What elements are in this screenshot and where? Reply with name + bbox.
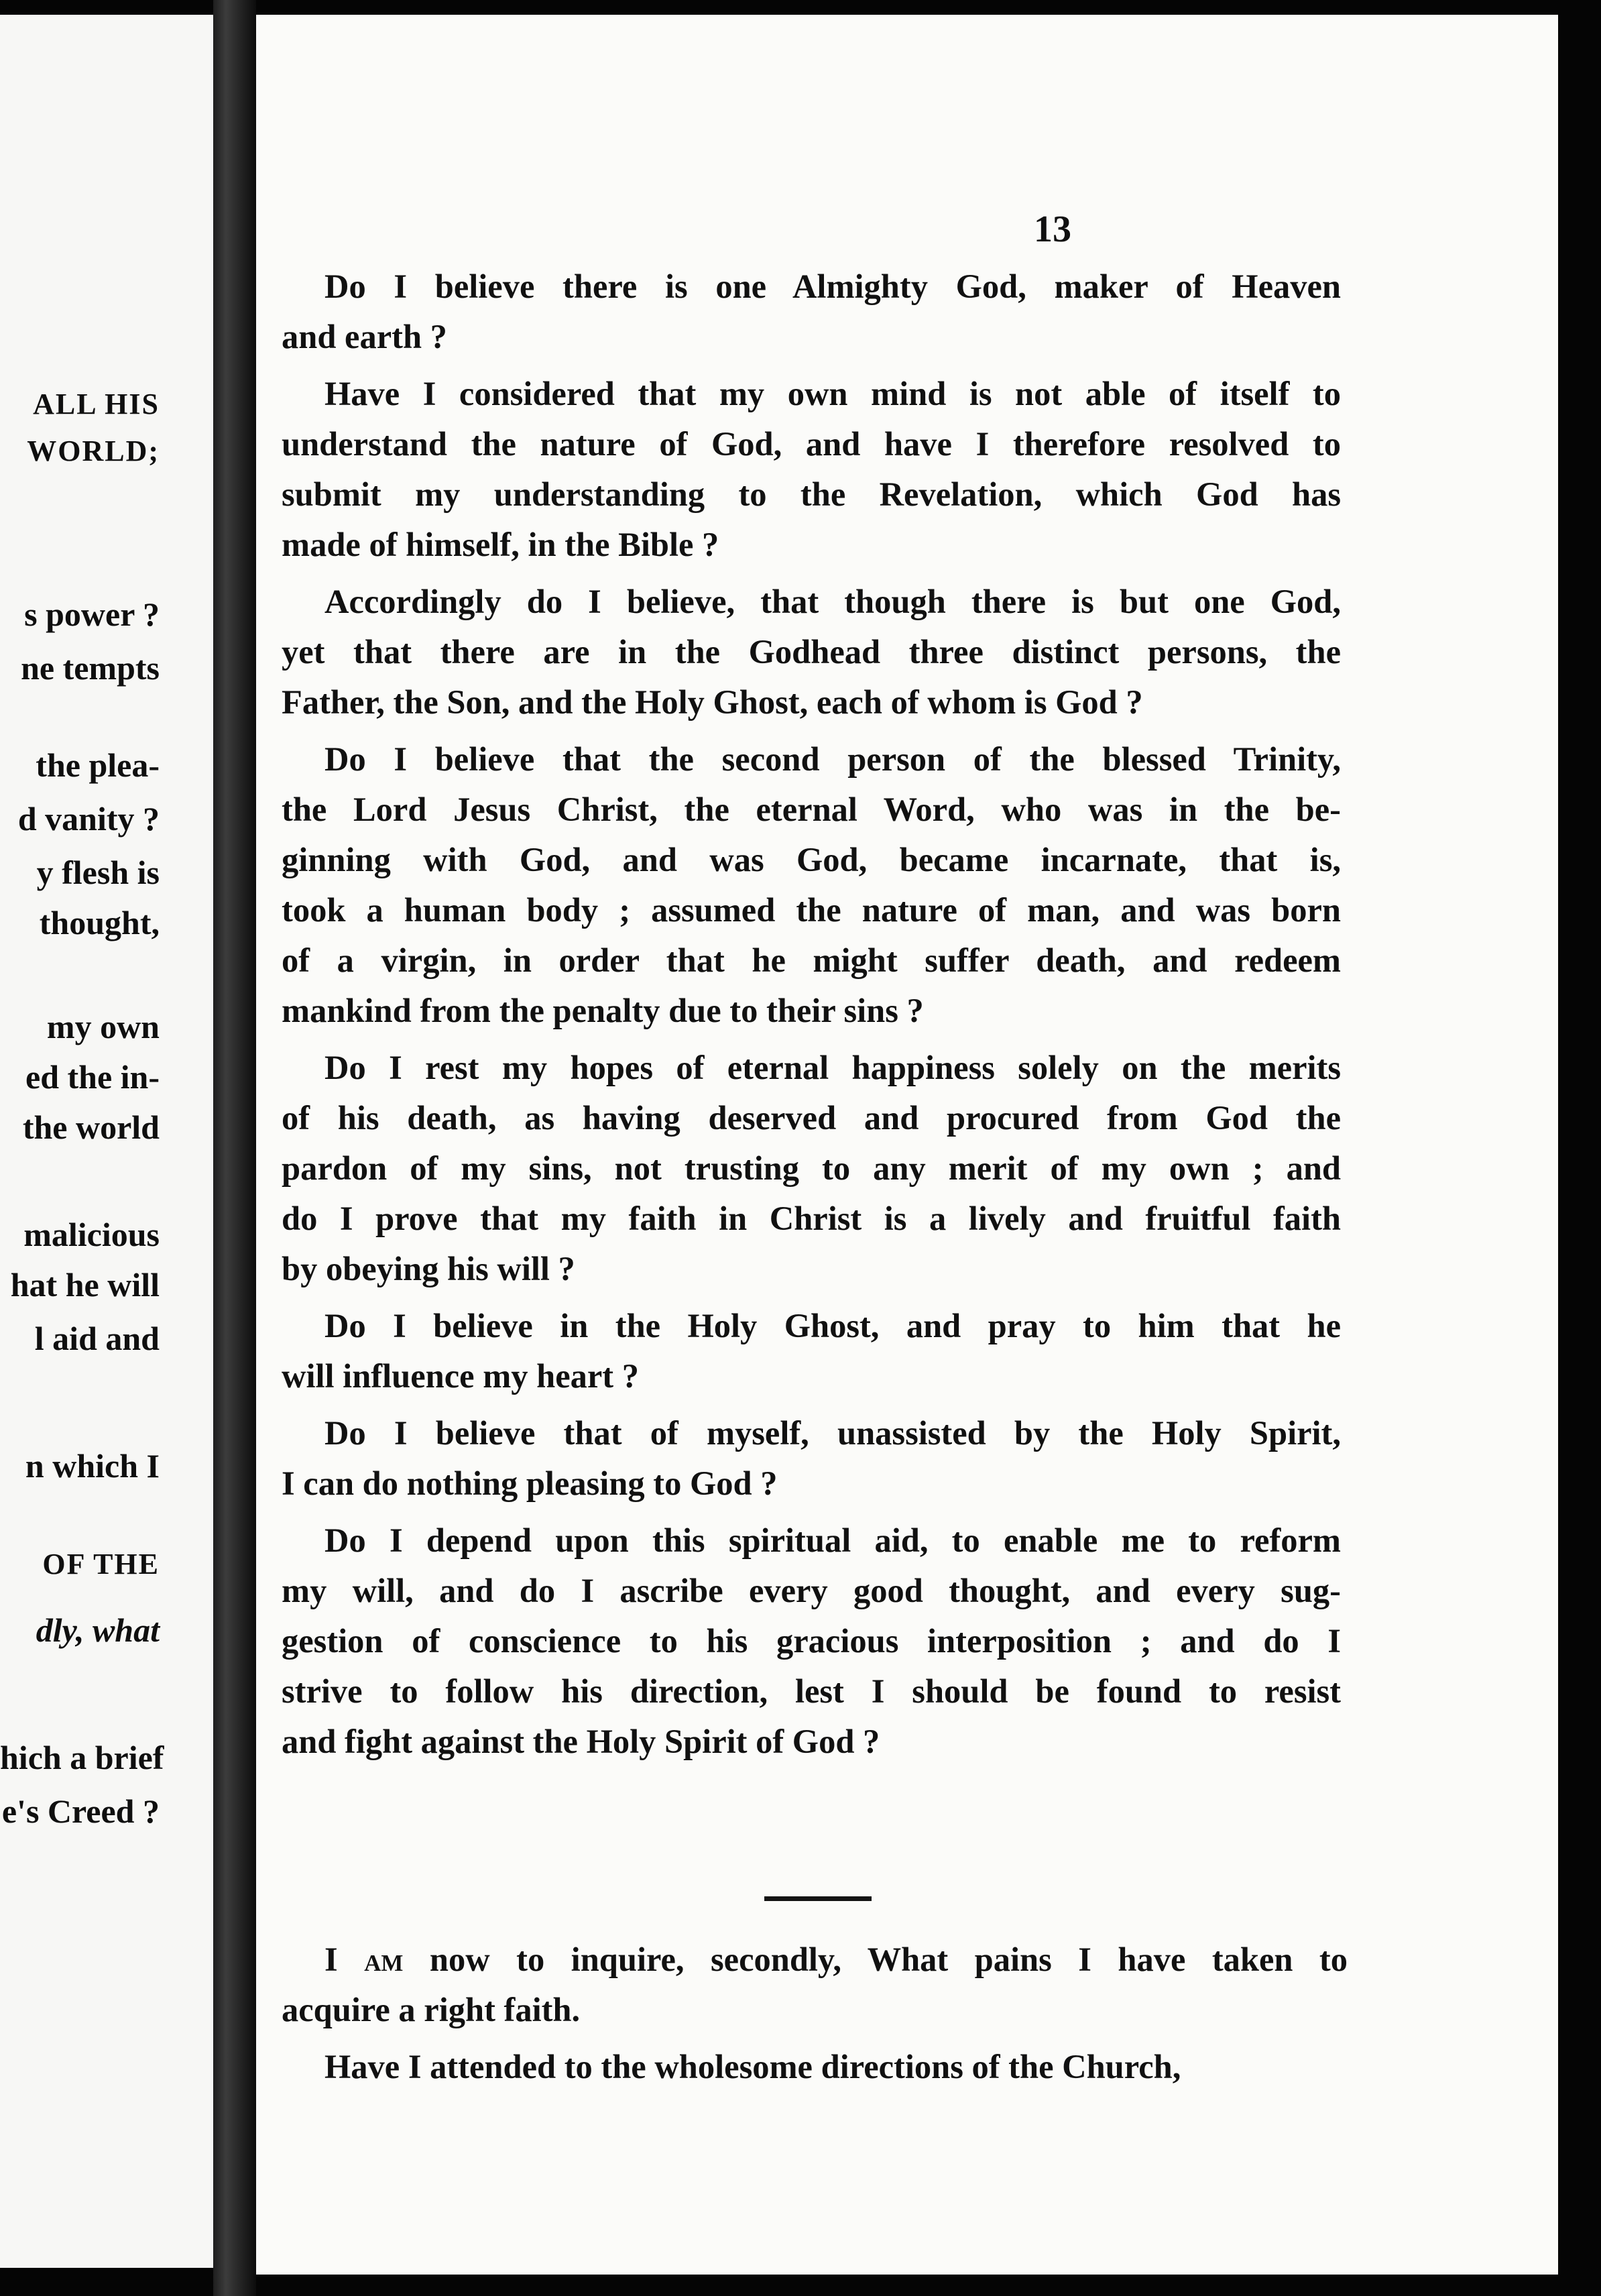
left-page-line: hat he will — [10, 1266, 160, 1304]
main-text-column — [282, 262, 1341, 1774]
text-line: and earth ? — [282, 318, 447, 355]
paragraph — [282, 734, 1341, 1036]
text-line: the Lord Jesus Christ, the eternal Word, who was in the be- — [282, 791, 1341, 828]
left-page-line: n which I — [25, 1447, 160, 1485]
paragraph — [282, 2042, 1348, 2092]
text-line: I can do nothing pleasing to God ? — [282, 1465, 778, 1502]
text-line: Do I believe in the Holy Ghost, and pray to him that he — [324, 1307, 1341, 1344]
page-number: 13 — [1034, 209, 1071, 250]
text-line: made of himself, in the Bible ? — [282, 526, 719, 563]
left-page-line: d vanity ? — [17, 800, 160, 838]
section-divider-rule — [764, 1896, 872, 1901]
left-page-fragment — [0, 15, 213, 2268]
left-page-line: WORLD; — [27, 435, 160, 467]
text-line: acquire a right faith. — [282, 1991, 581, 2028]
text-line: Have I considered that my own mind is not able of itself to — [324, 375, 1341, 412]
left-page-line: ALL HIS — [33, 388, 160, 420]
text-line: took a human body ; assumed the nature of man, and was born — [282, 891, 1341, 929]
left-page-line: the plea- — [36, 746, 160, 784]
paragraph — [282, 262, 1341, 362]
text-line: Do I rest my hopes of eternal happiness solely on the merits — [324, 1049, 1341, 1086]
paragraph — [282, 577, 1341, 728]
text-line: and fight against the Holy Spirit of God ? — [282, 1723, 880, 1760]
left-page-line: thought, — [39, 904, 160, 941]
left-page-line: my own — [46, 1008, 160, 1045]
text-line: strive to follow his direction, lest I should be found to resist — [282, 1672, 1341, 1710]
text-line: Do I believe that of myself, unassisted by the Holy Spirit, — [324, 1414, 1341, 1452]
left-page-line: y flesh is — [36, 854, 160, 891]
left-page-line: ne tempts — [21, 649, 160, 687]
text-line: Do I depend upon this spiritual aid, to enable me to reform — [324, 1522, 1341, 1559]
text-line: Do I believe that the second person of the blessed Trinity, — [324, 740, 1341, 778]
left-page-line: e's Creed ? — [1, 1792, 160, 1830]
paragraph — [282, 1935, 1348, 2035]
text-line: of his death, as having deserved and procured from God the — [282, 1099, 1341, 1137]
text-line: submit my understanding to the Revelation, which God has — [282, 475, 1341, 513]
text-line — [282, 1935, 1348, 1985]
text-line: my will, and do I ascribe every good thought, and every sug- — [282, 1572, 1341, 1609]
text-line: Have I attended to the wholesome directions of the Church, — [324, 2048, 1181, 2085]
secondary-text-column — [282, 1935, 1348, 2099]
text-line: pardon of my sins, not trusting to any merit of my own ; and — [282, 1149, 1341, 1187]
paragraph — [282, 369, 1341, 570]
left-page-line: OF THE — [42, 1548, 160, 1581]
left-page-line: l aid and — [34, 1320, 160, 1357]
paragraph — [282, 1043, 1341, 1294]
text-line: do I prove that my faith in Christ is a lively and fruitful faith — [282, 1200, 1341, 1237]
text-line: gestion of conscience to his gracious interposition ; and do I — [282, 1622, 1341, 1660]
paragraph — [282, 1515, 1341, 1767]
left-page-line: ed the in- — [25, 1058, 160, 1096]
text-fragment: now to inquire, secondly, What pains I have taken to — [403, 1941, 1348, 1978]
paragraph — [282, 1408, 1341, 1509]
text-line: Do I believe there is one Almighty God, maker of Heaven — [324, 268, 1341, 305]
left-page-line: s power ? — [24, 595, 160, 633]
text-line: by obeying his will ? — [282, 1250, 575, 1287]
text-line: Accordingly do I believe, that though there is but one God, — [324, 583, 1341, 620]
left-page-line: the world — [22, 1108, 160, 1146]
left-page-line: malicious — [23, 1216, 160, 1253]
left-page-line: dly, what — [36, 1611, 160, 1649]
book-gutter — [213, 0, 256, 2296]
small-caps-lead: I am — [324, 1941, 404, 1978]
text-line: mankind from the penalty due to their sins ? — [282, 992, 924, 1029]
left-page-line: hich a brief — [0, 1739, 164, 1776]
text-line: yet that there are in the Godhead three distinct persons, the — [282, 633, 1341, 671]
text-line: will influence my heart ? — [282, 1357, 639, 1395]
text-line: ginning with God, and was God, became incarnate, that is, — [282, 841, 1341, 878]
text-line: of a virgin, in order that he might suffer death, and redeem — [282, 941, 1341, 979]
paragraph — [282, 1301, 1341, 1401]
text-line: Father, the Son, and the Holy Ghost, each of whom is God ? — [282, 683, 1143, 721]
text-line: understand the nature of God, and have I therefore resolved to — [282, 425, 1341, 463]
